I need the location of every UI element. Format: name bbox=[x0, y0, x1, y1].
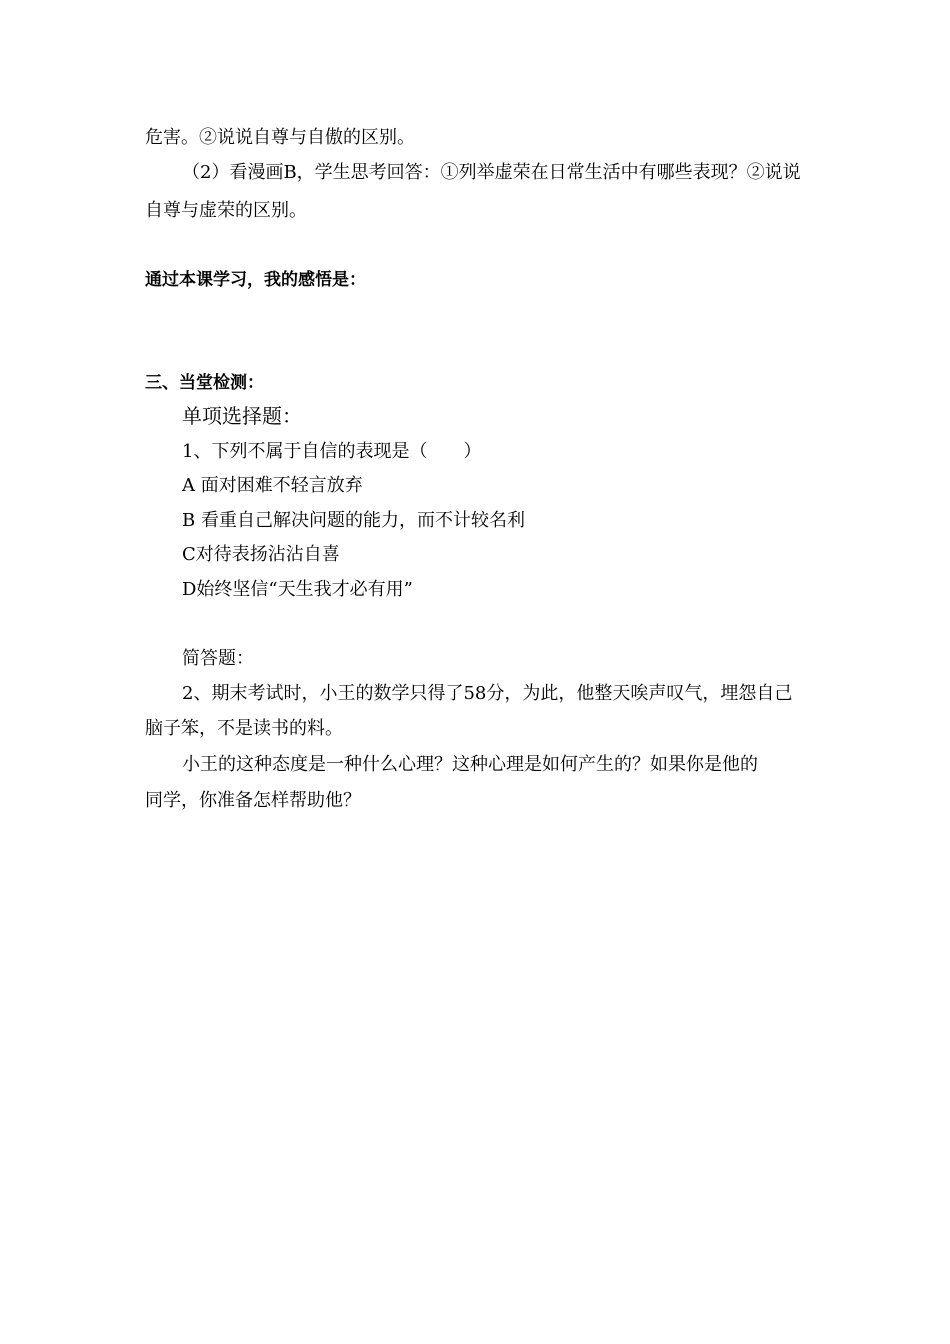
section-heading-in-class-test: 三、当堂检测： bbox=[145, 373, 264, 393]
question-1: 1、下列不属于自信的表现是（ ） bbox=[182, 441, 482, 462]
text-line-comic-b-continued: 自尊与虚荣的区别。 bbox=[145, 200, 307, 221]
option-d: D始终坚信“天生我才必有用” bbox=[182, 579, 413, 600]
question-2-continued: 脑子笨，不是读书的料。 bbox=[145, 718, 343, 739]
option-c: C对待表扬沾沾自喜 bbox=[182, 544, 340, 565]
question-2-prompt: 小王的这种态度是一种什么心理？这种心理是如何产生的？如果你是他的 bbox=[182, 754, 758, 775]
single-choice-title: 单项选择题： bbox=[182, 404, 302, 428]
text-line-harm-distinction: 危害。②说说自尊与自傲的区别。 bbox=[145, 127, 415, 148]
option-b: B 看重自己解决问题的能力，而不计较名利 bbox=[182, 510, 525, 531]
option-a: A 面对困难不轻言放弃 bbox=[182, 475, 363, 496]
reflection-prompt: 通过本课学习，我的感悟是： bbox=[145, 270, 366, 290]
question-2: 2、期末考试时，小王的数学只得了58分，为此，他整天唉声叹气，埋怨自己 bbox=[182, 683, 793, 704]
short-answer-title: 简答题： bbox=[182, 648, 254, 669]
text-line-comic-b: （2）看漫画B，学生思考回答：①列举虚荣在日常生活中有哪些表现？②说说 bbox=[182, 162, 801, 183]
question-2-prompt-continued: 同学，你准备怎样帮助他？ bbox=[145, 790, 361, 811]
